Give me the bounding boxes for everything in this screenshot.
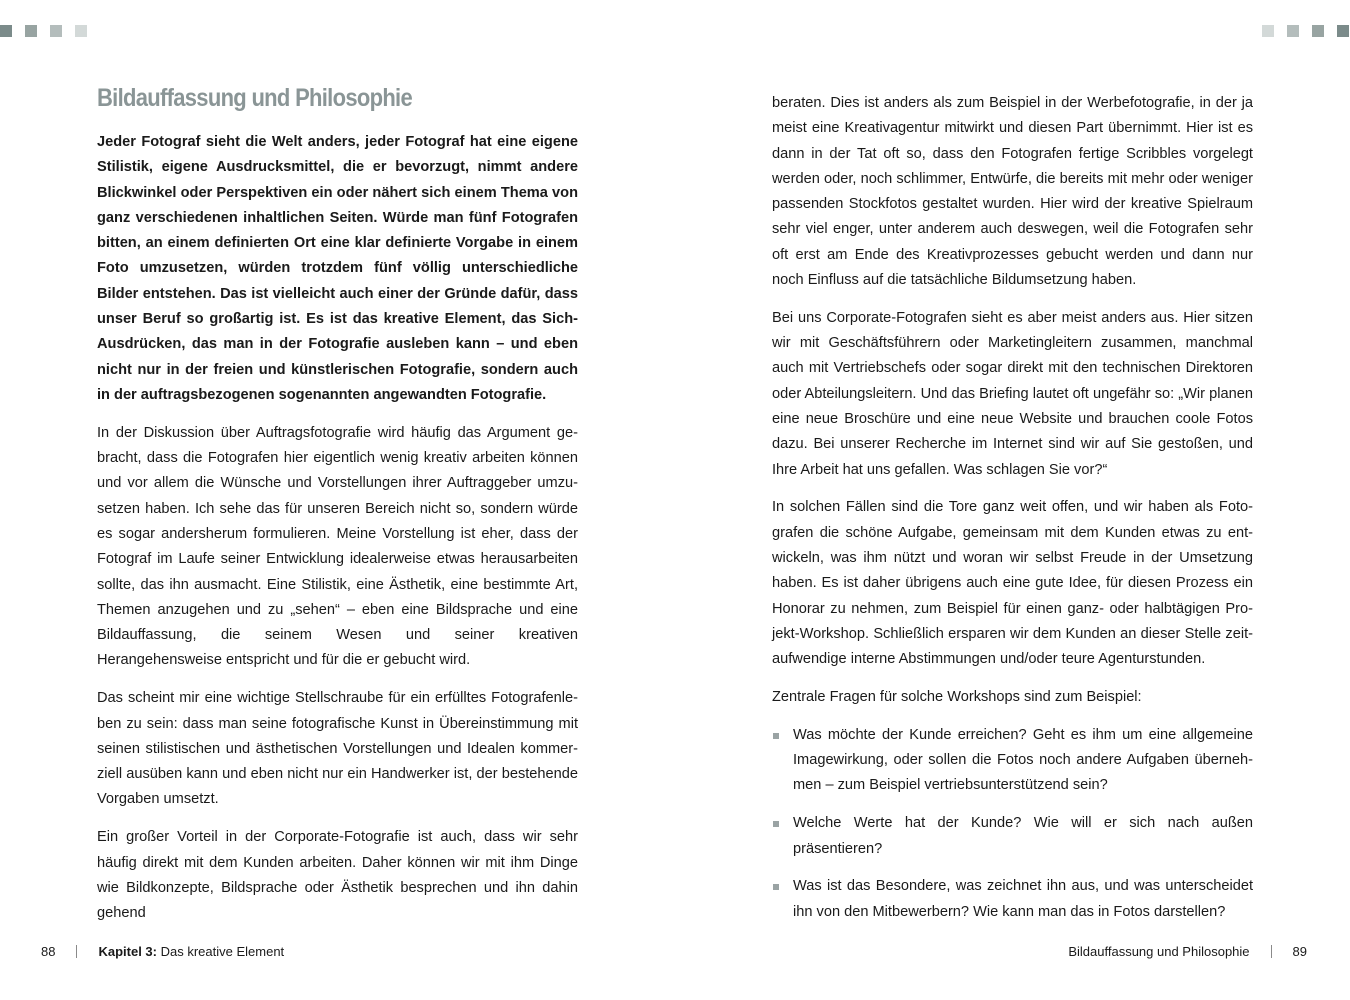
right-footer [1068, 944, 1307, 959]
list-item [772, 723, 1253, 799]
body-paragraph: Ein großer Vorteil in der Corporate-Fotografie ist auch, dass wir sehr häufig direkt mit dem Kunden arbeiten. Daher können wir mit ihm Dinge wie Bildkonzepte, Bildsprache oder Ästhetik besprechen und ihn dahin gehend [97, 829, 578, 922]
body-paragraph: Das scheint mir eine wichtige Stellschraube für ein erfülltes Fotografenleben zu sein: dass man seine fotografische Kunst in Übereinstimmung mit seinen stilistischen und ästhetischen Vorstellungen und Idealen kommerziell ausüben kann und eben nicht nur ein Handwerker ist, der bestehende Vorgaben umsetzt. [97, 690, 578, 808]
list-item-text: Was möchte der Kunde erreichen? Geht es ihm um eine allgemeine Imagewirkung, oder sollen die Fotos noch andere Aufgaben übernehmen – zum Beispiel vertriebsunterstützend sein? [793, 726, 1253, 794]
body-paragraph: beraten. Dies ist anders als zum Beispiel in der Werbefotografie, in der ja meist eine Kreativagentur mitwirkt und diesen Part übernimmt. Hier ist es dann in der Tat oft so, dass den Fotografen fertige Scribbles vorgelegt werden oder, noch schlimmer, Entwürfe, die bereits mit mehr oder weniger passenden Stockfotos gestaltet wurden. Hier wird der kreative Spielraum sehr viel enger, unter anderem auch deswegen, weil die Fotografen sehr oft erst am Ende des Kreativprozesses gebucht werden und dann nur noch Einfluss auf die tatsächliche Bildumsetzung haben. [772, 95, 1253, 289]
chapter-title: Das kreative Element [160, 944, 285, 959]
body-paragraph: In solchen Fällen sind die Tore ganz weit offen, und wir haben als Fotografen die schöne Aufgabe, gemeinsam mit dem Kunden etwas zu entwickeln, was ihm nützt und woran wir selbst Freude in der Umsetzung haben. Es ist daher übrigens auch eine gute Idee, für diesen Prozess ein Honorar zu nehmen, zum Beispiel für einen ganz- oder halbtägigen Projekt-Workshop. Schließlich ersparen wir dem Kunden an dieser Stelle zeitaufwendige interne Abstimmungen und/oder teure Agenturstunden. [772, 499, 1253, 668]
body-paragraph: In der Diskussion über Auftragsfotografie wird häufig das Argument gebracht, dass die Fotografen hier eigentlich wenig kreativ arbeiten können und vor allem die Wünsche und Vorstellungen ihrer Auftraggeber umzusetzen haben. Ich sehe das für unseren Bereich nicht so, sondern würde es sogar andersherum formulieren. Meine Vorstellung ist eher, dass der Fotograf im Laufe seiner Entwicklung idealerweise etwas herausarbeiten sollte, das ihn ausmacht. Eine Stilistik, eine Ästhetik, eine bestimmte Art, Themen anzugehen und zu „sehen“ – eben eine Bildsprache und eine Bildauffassung, die seinem Wesen und seiner kreativen Herangehensweise entspricht und für die er gebucht wird. [97, 424, 578, 669]
page-number: 89 [1292, 944, 1307, 959]
footer-divider [76, 945, 77, 958]
body-paragraph: Bei uns Corporate-Fotografen sieht es aber meist anders aus. Hier sitzen wir mit Geschäftsführern oder Marketingleitern zusammen, manchmal auch mit Vertriebschefs oder sogar direkt mit den technischen Direktoren oder Abteilungsleitern. Und das Briefing lautet oft ungefähr so: „Wir planen eine neue Broschüre und eine neue Website und brauchen coole Fotos dazu. Bei unserer Recherche im Internet sind wir auf Sie gestoßen, und Ihre Arbeit hat uns gefallen. Was schlagen Sie vor?“ [772, 309, 1253, 478]
corner-squares-left [0, 25, 87, 37]
left-footer [41, 944, 284, 959]
list-item [772, 811, 1253, 862]
question-list [772, 723, 1253, 925]
square-bullet-icon [773, 884, 779, 890]
corner-squares-right [1262, 25, 1349, 37]
decor-square [25, 25, 37, 37]
list-item [772, 874, 1253, 925]
square-bullet-icon [773, 821, 779, 827]
decor-square [1312, 25, 1324, 37]
footer-divider [1271, 945, 1272, 958]
left-page-body [97, 130, 578, 939]
running-section-title: Bildauffassung und Philosophie [1068, 944, 1250, 959]
list-item-text: Was ist das Besondere, was zeichnet ihn aus, und was unterscheidet ihn von den Mitbewerbern? Wie kann man das in Fotos darstellen? [793, 878, 1253, 920]
list-item-text: Welche Werte hat der Kunde? Wie will er sich nach außen präsentieren? [793, 815, 1253, 857]
chapter-label: Kapitel 3: [98, 944, 157, 959]
body-paragraph: Zentrale Fragen für solche Workshops sind zum Beispiel: [772, 689, 1142, 706]
right-page-body [772, 91, 1253, 937]
decor-square [75, 25, 87, 37]
decor-square [1287, 25, 1299, 37]
decor-square [0, 25, 12, 37]
square-bullet-icon [773, 733, 779, 739]
lead-paragraph: Jeder Fotograf sieht die Welt anders, jeder Fotograf hat eine eigene Stilistik, eigene Ausdrucksmittel, die er bevorzugt, nimmt andere Blickwinkel oder Perspektiven ein oder nähert sich einem Thema von ganz verschiedenen inhaltlichen Seiten. Würde man fünf Fotografen bitten, an einem definierten Ort eine klar definierte Vorgabe in einem Foto umzusetzen, würden trotzdem fünf völlig unterschiedliche Bilder entstehen. Das ist vielleicht auch einer der Gründe dafür, dass unser Beruf so großartig ist. Es ist das kreative Element, das Sich-Ausdrücken, das man in der Fotografie ausleben kann – und eben nicht nur in der freien und künstlerischen Fotografie, sondern auch in der auftragsbezogenen sogenannten angewandten Fotografie. [97, 134, 578, 403]
section-heading: Bildauffassung und Philosophie [97, 84, 412, 112]
page-number: 88 [41, 944, 56, 959]
decor-square [50, 25, 62, 37]
decor-square [1262, 25, 1274, 37]
decor-square [1337, 25, 1349, 37]
